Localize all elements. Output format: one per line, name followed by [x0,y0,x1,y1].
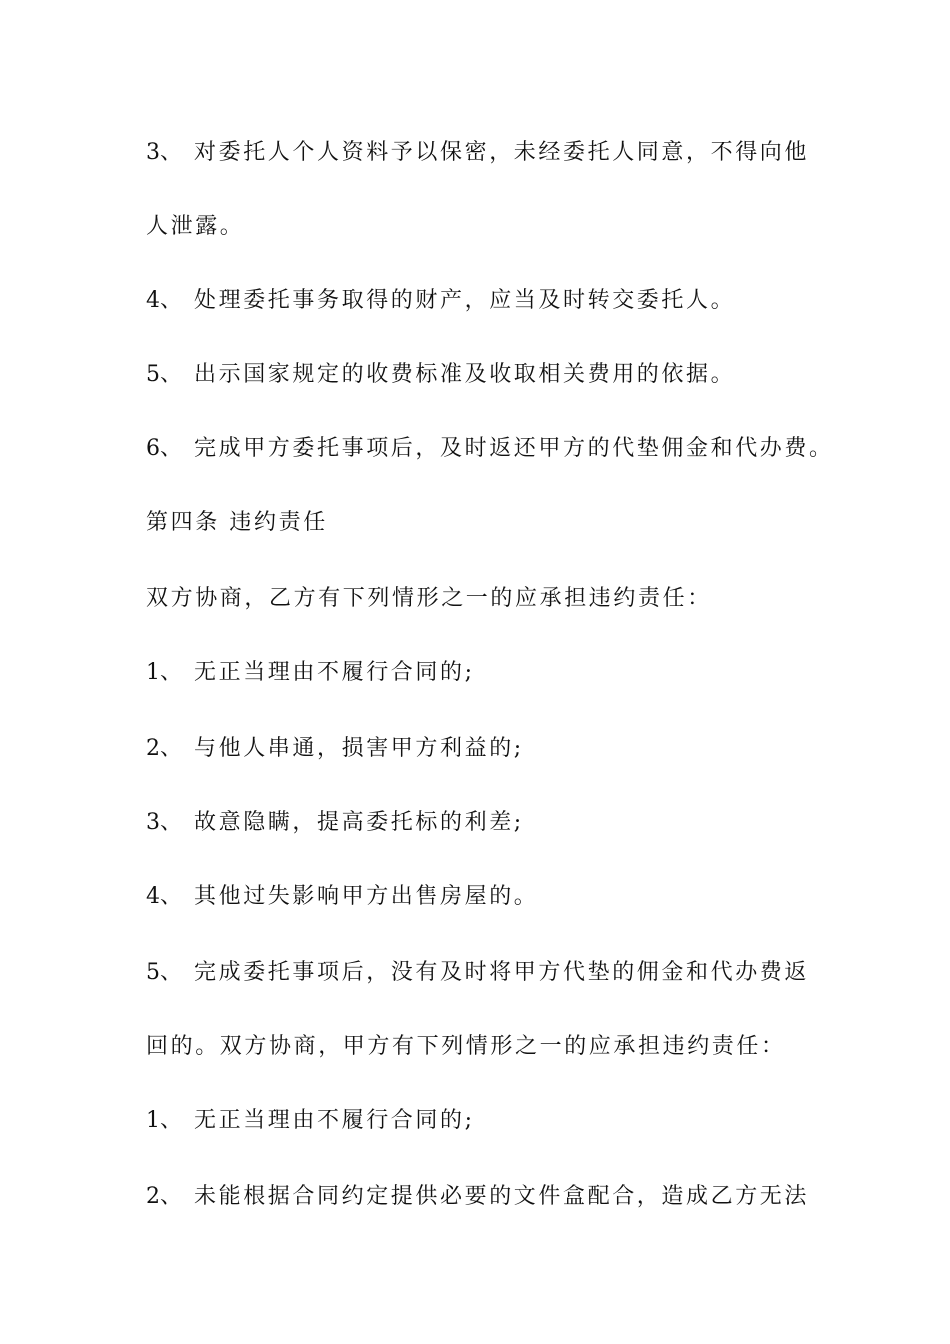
item-text: 出示国家规定的收费标准及收取相关费用的依据。 [194,362,736,387]
item-text: 完成甲方委托事项后，及时返还甲方的代垫佣金和代办费。 [194,436,834,461]
item-number: 3、 [146,810,182,835]
item-text: 与他人串通，损害甲方利益的; [194,736,524,761]
item-number: 1、 [146,660,182,685]
item-number: 2、 [146,1184,182,1209]
clause-3-line [146,138,809,168]
item-text: 对委托人个人资料予以保密，未经委托人同意，不得向他 [194,140,810,165]
breach-item-4 [146,882,538,912]
item-text: 人泄露。 [146,214,245,239]
item-text: 故意隐瞒，提高委托标的利差; [194,810,524,835]
clause-4-line [146,286,735,316]
breach-item-3 [146,808,524,838]
item-text: 完成委托事项后，没有及时将甲方代垫的佣金和代办费返 [194,960,810,985]
party-b-intro [146,584,712,614]
item-text: 无正当理由不履行合同的; [194,1108,475,1133]
breach-item-5-continuation [146,1032,786,1062]
heading-text: 第四条 违约责任 [146,510,328,535]
clause-6-line [146,434,834,464]
item-number: 5、 [146,960,182,985]
item-text: 回的。双方协商，甲方有下列情形之一的应承担违约责任： [146,1034,786,1059]
item-number: 2、 [146,736,182,761]
breach-item-1 [146,658,475,688]
party-a-item-1 [146,1106,475,1136]
item-text: 无正当理由不履行合同的; [194,660,475,685]
item-number: 4、 [146,884,182,909]
clause-3-continuation [146,212,244,242]
item-text: 未能根据合同约定提供必要的文件盒配合，造成乙方无法 [194,1184,810,1209]
item-text: 处理委托事务取得的财产，应当及时转交委托人。 [194,288,736,313]
section-heading [146,508,328,538]
item-number: 1、 [146,1108,182,1133]
item-number: 6、 [146,436,182,461]
item-number: 5、 [146,362,182,387]
item-number: 3、 [146,140,182,165]
breach-item-2 [146,734,524,764]
party-a-item-2 [146,1182,809,1212]
item-text: 其他过失影响甲方出售房屋的。 [194,884,539,909]
breach-item-5 [146,958,809,988]
clause-5-line [146,360,735,390]
paragraph-text: 双方协商，乙方有下列情形之一的应承担违约责任： [146,586,712,611]
item-number: 4、 [146,288,182,313]
